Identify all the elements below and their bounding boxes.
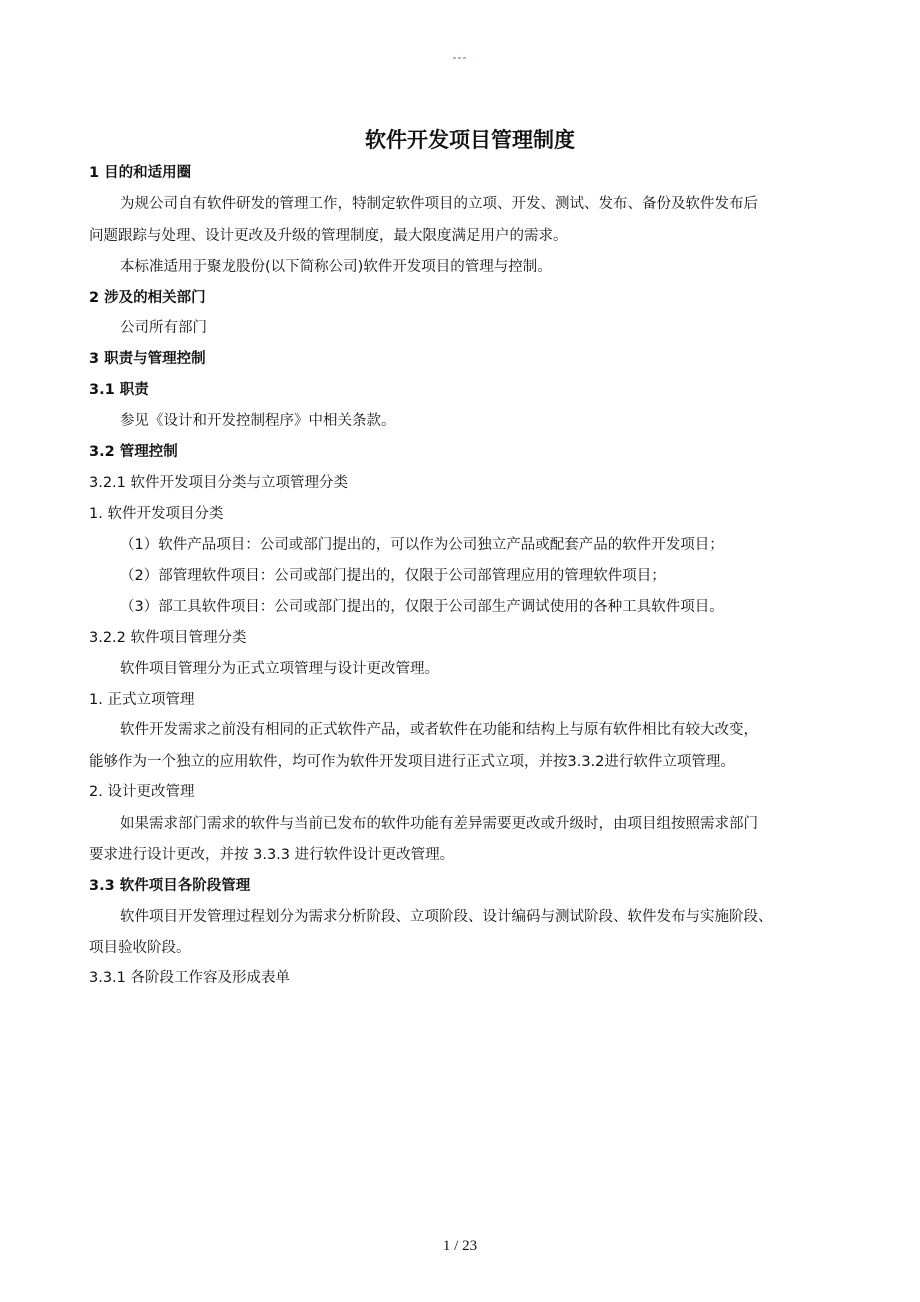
list-heading: 2. 设计更改管理	[89, 784, 195, 800]
list-item: （2）部管理软件项目：公司或部门提出的，仅限于公司部管理应用的管理软件项目；	[120, 568, 666, 584]
section-heading: 3.2 管理控制	[89, 444, 178, 460]
section-heading: 2 涉及的相关部门	[89, 290, 206, 306]
paragraph-line: 如果需求部门需求的软件与当前已发布的软件功能有差异需要更改或升级时，由项目组按照需求部门	[120, 816, 758, 832]
paragraph-line: 要求进行设计更改，并按 3.3.3 进行软件设计更改管理。	[89, 847, 455, 863]
section-heading: 3.3 软件项目各阶段管理	[89, 878, 251, 894]
paragraph-line: 项目验收阶段。	[89, 940, 191, 956]
paragraph-line: 软件项目开发管理过程划分为需求分析阶段、立项阶段、设计编码与测试阶段、软件发布与实施阶段、	[120, 909, 773, 925]
section-heading: 3 职责与管理控制	[89, 351, 206, 367]
subsection-heading: 3.2.2 软件项目管理分类	[89, 630, 247, 646]
list-item: （1）软件产品项目：公司或部门提出的，可以作为公司独立产品或配套产品的软件开发项目；	[120, 537, 724, 553]
list-heading: 1. 正式立项管理	[89, 692, 195, 708]
paragraph-line: 问题跟踪与处理、设计更改及升级的管理制度，最大限度满足用户的需求。	[89, 228, 568, 244]
subsection-heading: 3.3.1 各阶段工作容及形成表单	[89, 970, 291, 986]
paragraph-line: 本标准适用于聚龙股份(以下简称公司)软件开发项目的管理与控制。	[120, 259, 552, 275]
list-heading: 1. 软件开发项目分类	[89, 506, 224, 522]
section-heading: 1 目的和适用圈	[89, 165, 192, 181]
paragraph-line: 软件开发需求之前没有相同的正式软件产品，或者软件在功能和结构上与原有软件相比有较大改变，	[120, 722, 758, 738]
section-heading: 3.1 职责	[89, 382, 149, 398]
paragraph-line: 公司所有部门	[120, 320, 207, 336]
paragraph-line: 能够作为一个独立的应用软件，均可作为软件开发项目进行正式立项，并按3.3.2进行软件立项管理。	[89, 754, 735, 770]
list-item: （3）部工具软件项目：公司或部门提出的，仅限于公司部生产调试使用的各种工具软件项目。	[120, 599, 724, 615]
paragraph-line: 参见《设计和开发控制程序》中相关条款。	[120, 413, 396, 429]
page-number: 1 / 23	[442, 1238, 478, 1254]
paragraph-line: 为规公司自有软件研发的管理工作，特制定软件项目的立项、开发、测试、发布、备份及软件发布后	[120, 196, 758, 212]
document-title: 软件开发项目管理制度	[365, 128, 575, 152]
subsection-heading: 3.2.1 软件开发项目分类与立项管理分类	[89, 475, 349, 491]
paragraph-line: 软件项目管理分为正式立项管理与设计更改管理。	[120, 661, 439, 677]
header-mark: ---	[452, 50, 468, 64]
